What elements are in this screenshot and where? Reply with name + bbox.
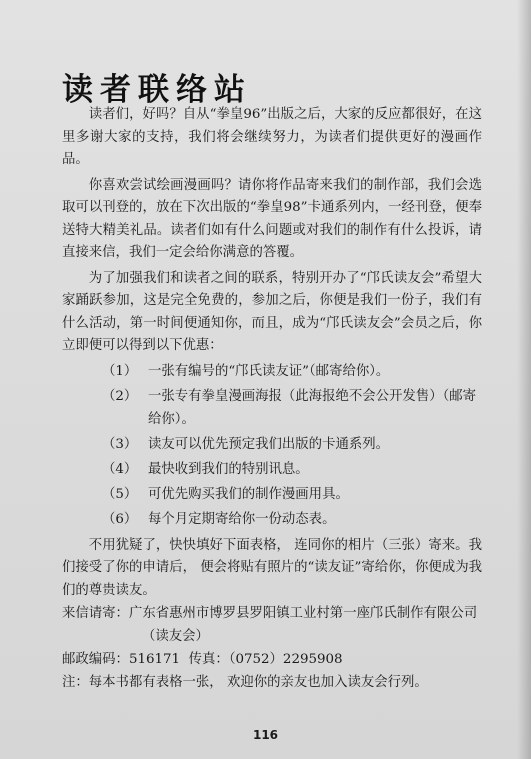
list-item-number: （2） bbox=[102, 388, 138, 404]
list-item-text: 可优先购买我们的制作漫画用具。 bbox=[148, 486, 349, 502]
paragraph-club: 为了加强我们和读者之间的联系，特别开办了“邝氏读友会”希望大家踊跃参加，这是完全免费的，参加之后，你便是我们一份子，我们有什么活动，第一时间便通知你，而且，成为“邝氏读友会”会员之后，你立即便可以得到以下优惠： bbox=[62, 270, 482, 353]
list-item-number: （6） bbox=[102, 511, 138, 527]
page-number: 116 bbox=[252, 728, 279, 742]
mailing-address bbox=[62, 602, 482, 648]
list-item-text: 最快收到我们的特别讯息。 bbox=[148, 461, 309, 477]
note-value: 每本书都有表格一张， 欢迎你的亲友也加入读友会行列。 bbox=[88, 675, 428, 690]
list-item-number: （5） bbox=[102, 486, 138, 502]
list-item-text: 读友可以优先预定我们出版的卡通系列。 bbox=[148, 436, 390, 452]
note-line bbox=[62, 671, 482, 694]
page-spine-shadow bbox=[517, 0, 531, 759]
list-item bbox=[102, 433, 482, 456]
paragraph-submissions: 你喜欢尝试绘画漫画吗？请你将作品寄来我们的制作部，我们会选取可以刊登的，放在下次出版的“拳皇98”卡通系列内，一经刊登，便奉送特大精美礼品。读者们如有什么问题或对我们的制作有什么投诉，请直接来信，我们一定会给你满意的答覆。 bbox=[62, 177, 482, 260]
list-item-text: 一张有编号的“邝氏读友证”（邮寄给你）。 bbox=[148, 363, 390, 379]
postal-label: 邮政编码： bbox=[62, 652, 129, 667]
list-item-number: （4） bbox=[102, 461, 138, 477]
paragraph-closing: 不用犹疑了，快快填好下面表格， 连同你的相片（三张）寄来。我们接受了你的申请后， 便会将贴有照片的“读友证”寄给你，你便成为我们的尊贵读友。 bbox=[62, 537, 482, 598]
postal-value: 516171 bbox=[128, 652, 181, 667]
list-item-text: 每个月定期寄给你一份动态表。 bbox=[148, 511, 336, 527]
note-label: 注： bbox=[62, 675, 89, 690]
list-item-text: 一张专有拳皇漫画海报（此海报绝不会公开发售）（邮寄给你）。 bbox=[148, 388, 477, 427]
list-item bbox=[102, 508, 482, 531]
page-title: 读者联络站 bbox=[62, 72, 252, 108]
fax-value: （0752）2295908 bbox=[228, 652, 343, 667]
fax-label: 传真： bbox=[188, 652, 229, 667]
list-item bbox=[102, 385, 482, 431]
benefits-list bbox=[62, 360, 482, 531]
paragraph-intro: 读者们，好吗？自从“拳皇96”出版之后，大家的反应都很好，在这里多谢大家的支持，我们将会继续努力，为读者们提供更好的漫画作品。 bbox=[62, 107, 482, 167]
address-value: 广东省惠州市博罗县罗阳镇工业村第一座邝氏制作有限公司（读友会） bbox=[128, 606, 478, 644]
list-item bbox=[102, 360, 482, 383]
list-item bbox=[102, 458, 482, 481]
list-item-number: （1） bbox=[102, 363, 138, 379]
address-label: 来信请寄： bbox=[62, 606, 129, 621]
postal-fax-line bbox=[62, 648, 482, 671]
article-body bbox=[62, 104, 482, 694]
list-item bbox=[102, 483, 482, 506]
list-item-number: （3） bbox=[102, 436, 138, 452]
